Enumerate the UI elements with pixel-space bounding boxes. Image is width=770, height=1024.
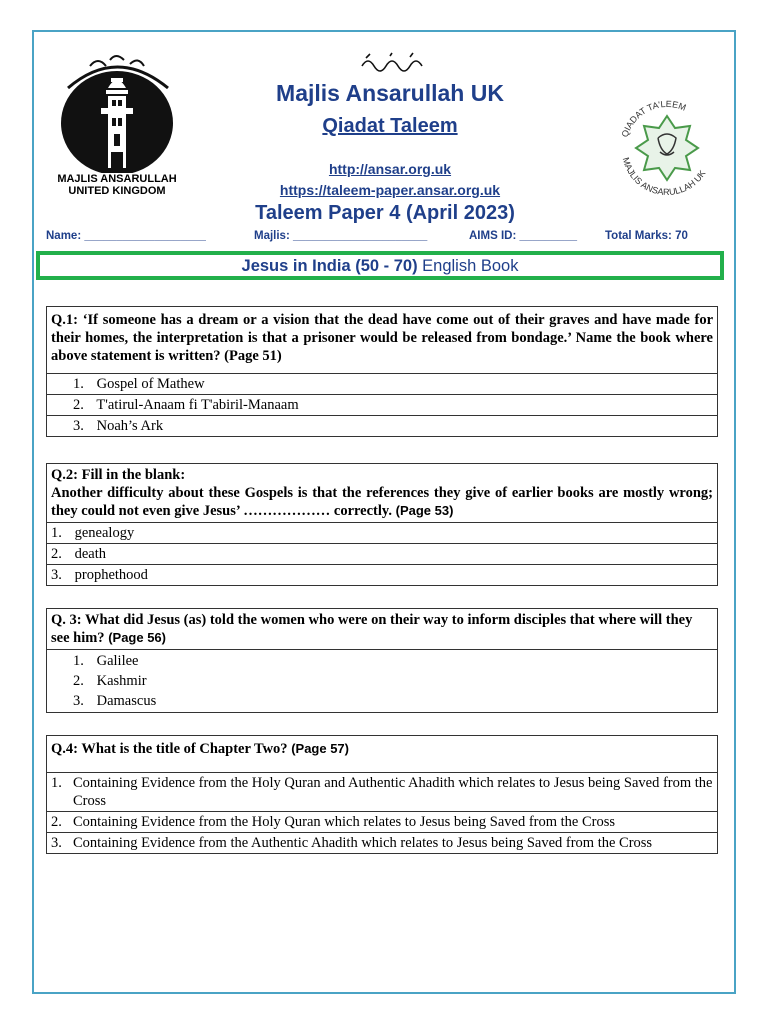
majlis-field[interactable]: Majlis: _____________________ bbox=[254, 230, 428, 242]
name-field[interactable]: Name: ___________________ bbox=[46, 230, 206, 242]
question-2 bbox=[46, 463, 718, 586]
aims-id-field[interactable]: AIMS ID: _________ bbox=[469, 230, 578, 242]
option-text: Containing Evidence from the Holy Quran and Authentic Ahadith which relates to Jesus being Saved from the Cross bbox=[73, 775, 713, 809]
option-number: 2. bbox=[73, 397, 84, 413]
option-number: 2. bbox=[51, 814, 62, 830]
taleem-paper-link[interactable]: https://taleem-paper.ansar.org.uk bbox=[279, 182, 501, 198]
ansar-website-link[interactable]: http://ansar.org.uk bbox=[328, 161, 452, 177]
option-text: prophethood bbox=[74, 567, 148, 583]
org-title: Majlis Ansarullah UK bbox=[276, 80, 504, 106]
option-text: Gospel of Mathew bbox=[96, 376, 205, 392]
logo-caption-line1: MAJLIS ANSARULLAH bbox=[57, 173, 177, 185]
question-3 bbox=[46, 608, 718, 713]
option-number: 1. bbox=[73, 376, 84, 392]
bismillah-calligraphy-icon bbox=[360, 52, 428, 72]
qiadat-taleem-seal-icon bbox=[608, 88, 726, 206]
option-number: 2. bbox=[51, 546, 62, 562]
question-1 bbox=[46, 306, 718, 437]
option-number: 2. bbox=[73, 673, 84, 689]
option-text: Containing Evidence from the Holy Quran which relates to Jesus being Saved from the Cross bbox=[73, 814, 616, 830]
option-number: 3. bbox=[51, 835, 62, 851]
question-4-option-3[interactable] bbox=[47, 832, 717, 853]
question-4-page-ref: (Page 57) bbox=[291, 741, 349, 756]
question-1-option-2[interactable] bbox=[47, 394, 717, 415]
question-2-text: Another difficulty about these Gospels is that the references they give of earlier books are mostly wrong; they could not even give Jesus’ ……………… correctly. bbox=[51, 485, 713, 519]
question-3-page-ref: (Page 56) bbox=[108, 630, 166, 645]
option-text: Kashmir bbox=[96, 673, 147, 689]
option-text: death bbox=[74, 546, 107, 562]
topic-banner bbox=[36, 251, 724, 280]
question-4-option-2[interactable] bbox=[47, 811, 717, 832]
logo-caption-line2: UNITED KINGDOM bbox=[68, 185, 166, 197]
question-2-heading: Q.2: Fill in the blank: bbox=[51, 467, 186, 483]
option-number: 1. bbox=[51, 525, 62, 541]
question-2-page-ref: (Page 53) bbox=[395, 503, 454, 518]
question-3-option-1[interactable] bbox=[51, 651, 713, 671]
option-text: T'atirul-Anaam fi T'abiril-Manaam bbox=[96, 397, 299, 413]
question-4 bbox=[46, 735, 718, 854]
question-2-option-2[interactable] bbox=[47, 543, 717, 564]
question-4-text: Q.4: What is the title of Chapter Two? bbox=[51, 741, 288, 757]
total-marks: Total Marks: 70 bbox=[605, 230, 688, 242]
question-3-text: Q. 3: What did Jesus (as) told the women who were on their way to inform disciples that where will they see him? bbox=[51, 612, 693, 646]
majlis-logo bbox=[50, 48, 184, 198]
option-text: genealogy bbox=[74, 525, 135, 541]
option-number: 1. bbox=[51, 775, 62, 791]
option-number: 3. bbox=[73, 418, 84, 434]
option-number: 3. bbox=[73, 693, 84, 709]
option-number: 3. bbox=[51, 567, 62, 583]
question-4-option-1[interactable] bbox=[47, 772, 717, 811]
question-1-option-1[interactable] bbox=[47, 373, 717, 394]
question-3-option-2[interactable] bbox=[51, 671, 713, 691]
paper-title: Taleem Paper 4 (April 2023) bbox=[255, 202, 515, 224]
question-2-option-1[interactable] bbox=[47, 522, 717, 543]
question-3-option-3[interactable] bbox=[51, 691, 713, 711]
option-text: Containing Evidence from the Authentic Ahadith which relates to Jesus being Saved from the Cross bbox=[73, 835, 653, 851]
seal-ring-top-text: QIADAT TA'LEEM bbox=[619, 98, 688, 139]
question-1-text: Q.1: ‘If someone has a dream or a vision that the dead have come out of their graves and have made for their homes, the interpretation is that a prisoner would be released from bondage.’ Name the book where above statement is written? (Page 51) bbox=[51, 312, 713, 364]
minaret-emblem-icon bbox=[50, 48, 184, 173]
option-text: Damascus bbox=[96, 693, 157, 709]
question-1-option-3[interactable] bbox=[47, 415, 717, 436]
question-2-option-3[interactable] bbox=[47, 564, 717, 585]
dept-title: Qiadat Taleem bbox=[322, 115, 458, 137]
option-text: Noah’s Ark bbox=[96, 418, 164, 434]
seal-ring-bottom-text: MAJLIS ANSARULLAH UK bbox=[620, 156, 708, 198]
topic-subtitle: English Book bbox=[417, 257, 519, 275]
option-number: 1. bbox=[73, 653, 84, 669]
topic-title: Jesus in India (50 - 70) bbox=[241, 257, 418, 275]
option-text: Galilee bbox=[96, 653, 139, 669]
